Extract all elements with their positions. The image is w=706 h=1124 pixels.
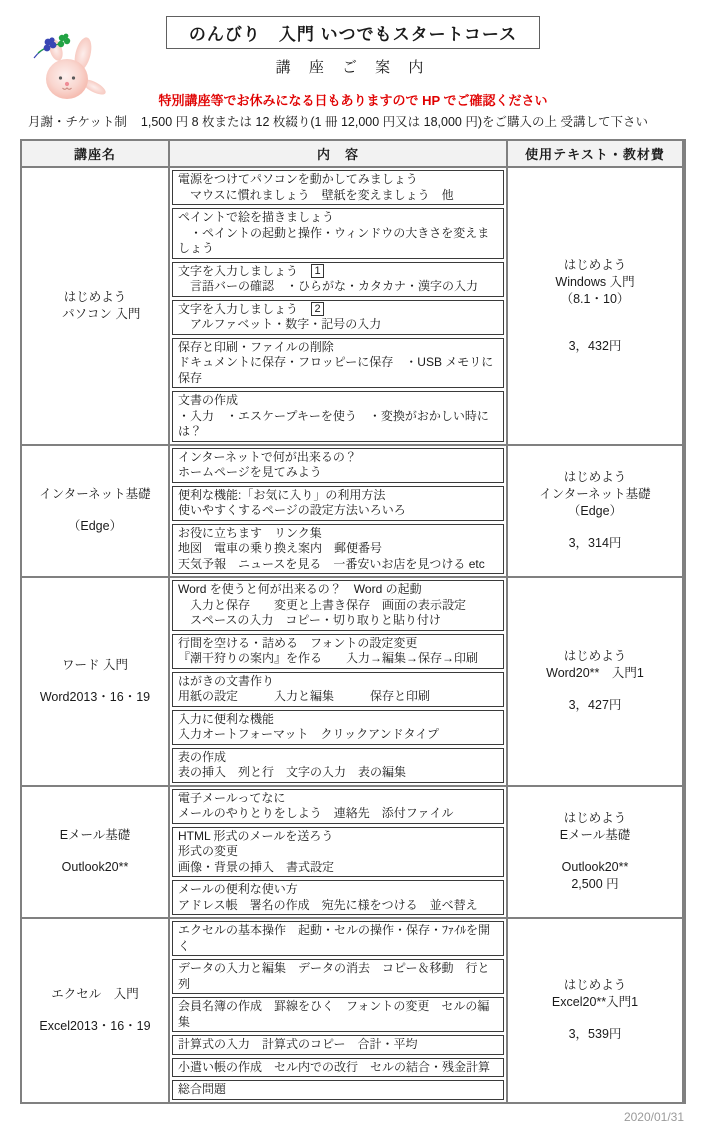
text-line: Word を使うと何が出来るの？ Word の起動 xyxy=(178,582,422,596)
content-cell xyxy=(170,787,506,918)
content-box xyxy=(172,880,504,915)
content-box xyxy=(172,672,504,707)
header-content: 内 容 xyxy=(170,141,506,166)
rabbit-eye-left xyxy=(59,76,62,79)
text-line: 文書の作成 xyxy=(178,393,239,407)
text-line: アドレス帳 署名の作成 宛先に様をつける 並べ替え xyxy=(178,897,478,912)
text-line: 天気予報 ニュースを見る 一番安いお店を見つける etc xyxy=(178,556,485,571)
text-line: 言語バーの確認 ・ひらがな・カタカナ・漢字の入力 xyxy=(178,279,479,293)
text-line: ・ペイントの起動と操作・ウィンドウの大きさを変えましょう xyxy=(178,225,490,255)
text-line: はじめよう xyxy=(63,289,127,304)
content-box xyxy=(172,1080,504,1100)
text-line: マウスに慣れましょう 壁紙を変えましょう 他 xyxy=(178,187,454,202)
text-line: データの入力と編集 データの消去 コピー＆移動 行と列 xyxy=(178,961,490,991)
course-row xyxy=(22,787,684,918)
text-line: HTML 形式のメールを送ろう xyxy=(178,828,334,843)
course-table-body xyxy=(22,141,684,1102)
text-line: ・入力 ・エスケープキーを使う ・変換がおかしい時には？ xyxy=(178,408,489,438)
text-line: Windows 入門 xyxy=(555,274,635,289)
textbook-fee-cell xyxy=(508,578,682,785)
text-line: 文字を入力しましょう 2 xyxy=(178,302,498,318)
text-line: 小遣い帳の作成 セル内での改行 セルの結合・残金計算 xyxy=(178,1059,491,1074)
content-cell xyxy=(170,446,506,577)
text-line: Word2013・16・19 xyxy=(39,689,151,704)
boxed-number: 1 xyxy=(311,264,324,278)
header-course-name: 講座名 xyxy=(22,141,168,166)
text-line: （Edge） xyxy=(67,519,123,534)
course-row xyxy=(22,919,684,1102)
text-line: スペースの入力 コピー・切り取りと貼り付け xyxy=(178,613,441,627)
page-subtitle: 講 座 ご 案 内 xyxy=(275,59,431,76)
course-row xyxy=(22,578,684,785)
rabbit-eye-right xyxy=(72,76,75,79)
content-box xyxy=(172,789,504,824)
textbook-fee-cell xyxy=(508,168,682,444)
textbook-fee-cell xyxy=(508,787,682,918)
content-box xyxy=(172,300,504,335)
text-line: Eメール基礎 xyxy=(559,828,631,843)
rabbit-head xyxy=(46,59,88,99)
content-box xyxy=(172,580,504,631)
text-line: Word20** 入門1 xyxy=(546,666,644,681)
text-line: 計算式の入力 計算式のコピー 合計・平均 xyxy=(178,1037,418,1051)
boxed-number: 2 xyxy=(311,302,324,316)
course-name-cell xyxy=(22,446,168,577)
textbook-fee-cell xyxy=(508,919,682,1102)
course-name-cell xyxy=(22,168,168,444)
course-table xyxy=(20,139,686,1104)
table-header-row xyxy=(22,141,684,166)
course-name-cell xyxy=(22,919,168,1102)
course-row xyxy=(22,168,684,444)
text-line: 保存と印刷・ファイルの削除 xyxy=(178,339,334,354)
text-line: 地図 電車の乗り換え案内 郵便番号 xyxy=(178,541,383,555)
text-line: はじめよう xyxy=(563,811,627,826)
content-cell xyxy=(170,578,506,785)
text-line: 行間を空ける・詰める フォントの設定変更 xyxy=(178,635,418,650)
payment-label: 月謝・チケット制 xyxy=(28,115,127,129)
text-line: 用紙の設定 入力と編集 保存と印刷 xyxy=(178,689,431,703)
content-box xyxy=(172,959,504,994)
text-line: ドキュメントに保存・フロッピーに保存 ・USB メモリに保存 xyxy=(178,355,494,385)
text-line: Excel20**入門1 xyxy=(551,995,639,1010)
text-line: （Edge） xyxy=(567,504,623,519)
text-line: Excel2013・16・19 xyxy=(39,1018,151,1033)
text-line: 表の挿入 列と行 文字の入力 表の編集 xyxy=(178,765,407,779)
text-line: はじめよう xyxy=(563,649,627,664)
course-name-cell xyxy=(22,787,168,918)
text-line: ペイントで絵を描きましょう xyxy=(178,210,335,224)
text-line: インターネットで何が出来るの？ xyxy=(178,449,357,464)
text-line: ワード 入門 xyxy=(62,657,128,672)
text-line: 3，432円 xyxy=(568,338,622,353)
content-box xyxy=(172,262,504,297)
content-box xyxy=(172,338,504,389)
textbook-fee-cell xyxy=(508,446,682,577)
text-line: （8.1・10） xyxy=(560,291,630,306)
content-box xyxy=(172,208,504,259)
content-box xyxy=(172,1035,504,1055)
text-line: 入力オートフォーマット クリックアンドタイプ xyxy=(178,727,440,741)
text-line: 入力と保存 変更と上書き保存 画面の表示設定 xyxy=(178,597,467,612)
text-line: はじめよう xyxy=(563,470,627,485)
content-box xyxy=(172,748,504,783)
text-line: 3，314円 xyxy=(568,536,622,551)
text-line: はじめよう xyxy=(563,257,627,272)
content-cell xyxy=(170,168,506,444)
text-line: インターネット基礎 xyxy=(39,487,151,502)
content-box xyxy=(172,170,504,205)
text-line: エクセルの基本操作 起動・セルの操作・保存・ﾌｧｲﾙを開く xyxy=(178,923,491,953)
text-line: エクセル 入門 xyxy=(51,986,139,1001)
content-box xyxy=(172,1058,504,1078)
text-line: ホームページを見てみよう xyxy=(178,465,322,479)
text-line: 会員名簿の作成 罫線をひく フォントの変更 セルの編集 xyxy=(178,999,490,1029)
text-line: インターネット基礎 xyxy=(539,487,651,502)
text-line: Eメール基礎 xyxy=(59,828,131,843)
content-box xyxy=(172,921,504,956)
text-line: メールのやりとりをしよう 連絡先 添付ファイル xyxy=(178,806,454,820)
text-line: 入力に便利な機能 xyxy=(178,711,275,726)
holiday-notice: 特別講座等でお休みになる日もありますので HP でご確認ください xyxy=(158,93,548,108)
content-box xyxy=(172,524,504,575)
text-line: パソコン 入門 xyxy=(49,306,141,321)
rabbit-nose xyxy=(65,82,69,86)
course-name-cell xyxy=(22,578,168,785)
content-box xyxy=(172,710,504,745)
content-box xyxy=(172,391,504,442)
text-line: 表の作成 xyxy=(178,749,227,764)
text-line: 使いやすくするページの設定方法いろいろ xyxy=(178,503,406,517)
content-box xyxy=(172,486,504,521)
content-box xyxy=(172,448,504,483)
text-line: 画像・背景の挿入 書式設定 xyxy=(178,859,335,874)
text-line: 電子メールってなに xyxy=(178,790,286,805)
text-line: 電源をつけてパソコンを動かしてみましょう xyxy=(178,172,418,186)
document-date: 2020/01/31 xyxy=(623,1109,684,1124)
course-row xyxy=(22,446,684,577)
content-box xyxy=(172,827,504,878)
text-line: 文字を入力しましょう 1 xyxy=(178,264,498,280)
clover-green-icon xyxy=(58,34,70,48)
content-box xyxy=(172,634,504,669)
page-title: のんびり 入門 いつでもスタートコース xyxy=(166,16,540,49)
text-line: お役に立ちます リンク集 xyxy=(178,525,322,540)
text-line: 便利な機能:「お気に入り」の利用方法 xyxy=(178,487,386,502)
text-line: Outlook20** xyxy=(61,860,129,875)
text-line: 『潮干狩りの案内』を作る 入力→編集→保存→印刷 xyxy=(178,651,479,665)
text-line: 2,500 円 xyxy=(571,877,619,892)
text-line: 総合問題 xyxy=(178,1082,227,1096)
text-line: Outlook20** xyxy=(561,860,629,875)
text-line: アルファベット・数字・記号の入力 xyxy=(178,317,382,331)
text-line: 形式の変更 xyxy=(178,844,239,858)
content-cell xyxy=(170,919,506,1102)
text-line: はがきの文書作り xyxy=(178,673,275,688)
text-line: はじめよう xyxy=(563,978,627,993)
text-line: 3，539円 xyxy=(568,1027,622,1042)
content-box xyxy=(172,997,504,1032)
text-line: 3，427円 xyxy=(568,698,622,713)
rabbit-logo xyxy=(26,32,114,116)
header-textbook-fee: 使用テキスト・教材費 xyxy=(508,141,682,166)
payment-detail: 1,500 円 8 枚または 12 枚綴り(1 冊 12,000 円又は 18,000 円)をご購入の上 受講して下さい xyxy=(140,115,648,129)
text-line: メールの便利な使い方 xyxy=(178,882,298,896)
